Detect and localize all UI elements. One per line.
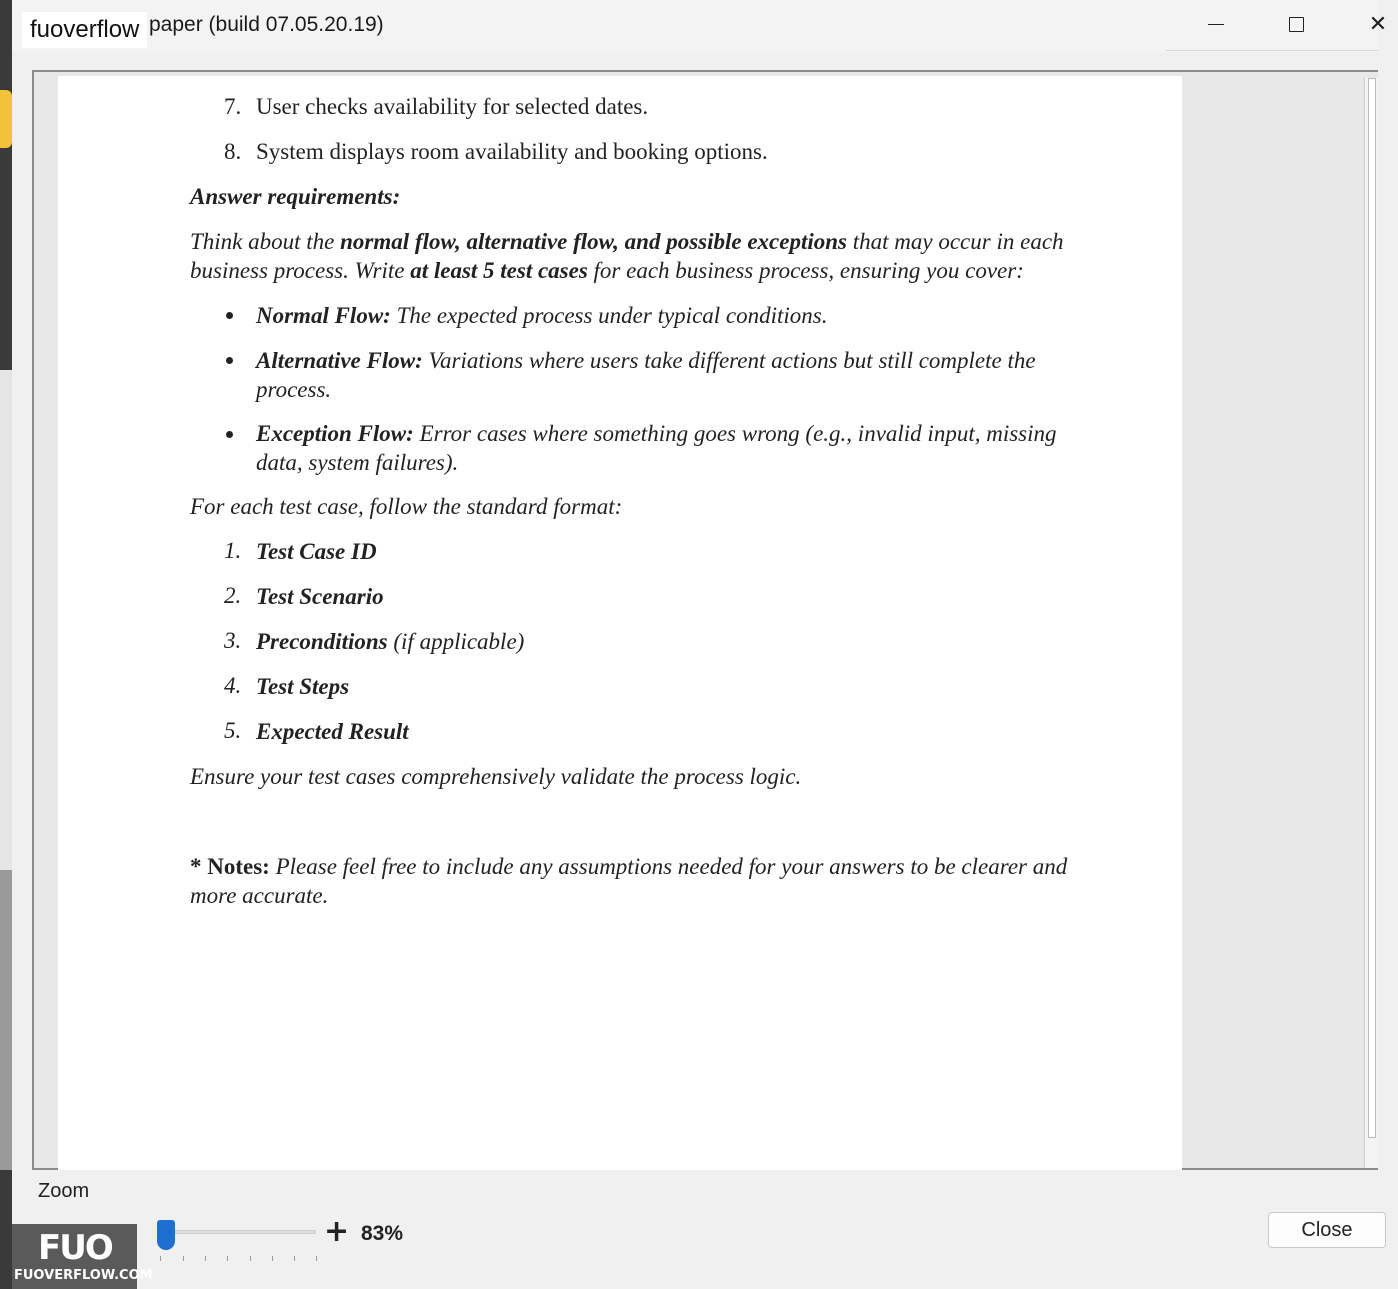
format-number: 2.	[224, 583, 242, 608]
flow-text: The expected process under typical conditions.	[390, 303, 828, 328]
bullet	[226, 357, 233, 364]
flow-item-alternative	[256, 346, 1036, 375]
slider-tick	[227, 1256, 228, 1261]
flow-text-continued: data, system failures).	[256, 450, 459, 475]
flow-text: Error cases where something goes wrong (e.g., invalid input, missing	[413, 421, 1057, 446]
step-text: System displays room availability and booking options.	[256, 139, 768, 164]
minimize-icon	[1208, 24, 1224, 25]
format-item	[256, 627, 524, 656]
minimize-button[interactable]	[1196, 8, 1236, 40]
answer-requirements-heading: Answer requirements:	[190, 184, 401, 209]
intro-paragraph	[190, 227, 1090, 256]
window-title: paper (build 07.05.20.19)	[149, 13, 384, 36]
zoom-slider-track[interactable]	[158, 1230, 316, 1234]
slider-tick	[250, 1256, 251, 1261]
intro-text: for each business process, ensuring you cover:	[587, 258, 1024, 283]
background-panel-lower	[0, 870, 12, 1170]
zoom-slider-thumb[interactable]	[157, 1220, 175, 1250]
close-icon: ✕	[1368, 11, 1388, 37]
format-label: Test Case ID	[256, 539, 377, 564]
format-item	[256, 672, 349, 701]
bullet	[226, 431, 233, 438]
format-item	[256, 537, 377, 566]
zoom-panel	[12, 1170, 1378, 1289]
slider-tick	[316, 1256, 317, 1261]
flow-text: Variations where users take different actions but still complete the	[422, 348, 1036, 373]
intro-text: that may occur in each	[847, 229, 1064, 254]
maximize-button[interactable]	[1276, 8, 1316, 40]
background-panel	[0, 370, 12, 870]
fuoverflow-logo	[12, 1224, 153, 1289]
document-viewer[interactable]	[32, 70, 1378, 1170]
zoom-value: 83%	[361, 1222, 404, 1245]
title-bar	[12, 0, 1388, 52]
format-number: 4.	[224, 673, 242, 698]
closing-sentence: Ensure your test cases comprehensively validate the process logic.	[190, 764, 802, 789]
intro-paragraph-line2	[190, 256, 1090, 285]
maximize-icon	[1289, 17, 1304, 32]
format-label: Test Scenario	[256, 584, 384, 609]
background-app-folder-icon	[0, 90, 12, 148]
notes-paragraph	[190, 852, 1090, 881]
flow-item-normal	[256, 301, 828, 330]
slider-tick	[272, 1256, 273, 1261]
bullet	[226, 312, 233, 319]
notes-label: * Notes:	[190, 854, 270, 879]
flow-label: Alternative Flow:	[256, 348, 423, 373]
zoom-label: Zoom	[38, 1180, 90, 1202]
flow-item-exception	[256, 419, 1057, 448]
document-page	[58, 76, 1182, 1170]
slider-tick	[183, 1256, 184, 1261]
slider-tick	[294, 1256, 295, 1261]
notes-text-continued: more accurate.	[190, 883, 329, 908]
logo-site: FUOVERFLOW.COM	[14, 1268, 153, 1283]
format-label: Preconditions	[256, 629, 388, 654]
format-number: 1.	[224, 538, 242, 563]
app-name: fuoverflow	[22, 12, 147, 48]
logo-mark: FUO	[38, 1228, 112, 1268]
close-button[interactable]: Close	[1268, 1212, 1386, 1248]
intro-text: business process. Write	[190, 258, 411, 283]
vertical-scrollbar[interactable]	[1364, 78, 1378, 1168]
step-text: User checks availability for selected dates.	[256, 94, 649, 119]
format-number: 5.	[224, 718, 242, 743]
flow-text-continued: process.	[256, 377, 332, 402]
format-item	[256, 717, 409, 746]
intro-text: Think about the	[190, 229, 341, 254]
step-number: 7.	[224, 94, 242, 119]
slider-tick	[205, 1256, 206, 1261]
format-number: 3.	[224, 628, 242, 653]
format-suffix: (if applicable)	[387, 629, 525, 654]
title-divider	[1166, 50, 1378, 51]
slider-tick	[160, 1256, 161, 1261]
notes-text: Please feel free to include any assumptions needed for your answers to be clearer and	[269, 854, 1068, 879]
scrollbar-thumb[interactable]	[1368, 78, 1376, 1138]
window-close-button[interactable]	[1358, 8, 1398, 40]
flow-label: Exception Flow:	[256, 421, 414, 446]
background-window-edge	[0, 0, 12, 1289]
flow-label: Normal Flow:	[256, 303, 391, 328]
format-item	[256, 582, 384, 611]
intro-emphasis: at least 5 test cases	[410, 258, 588, 283]
intro-emphasis: normal flow, alternative flow, and possible exceptions	[340, 229, 847, 254]
format-label: Expected Result	[256, 719, 409, 744]
zoom-in-button[interactable]: +	[324, 1214, 350, 1249]
step-number: 8.	[224, 139, 242, 164]
format-label: Test Steps	[256, 674, 350, 699]
format-intro: For each test case, follow the standard format:	[190, 494, 623, 519]
